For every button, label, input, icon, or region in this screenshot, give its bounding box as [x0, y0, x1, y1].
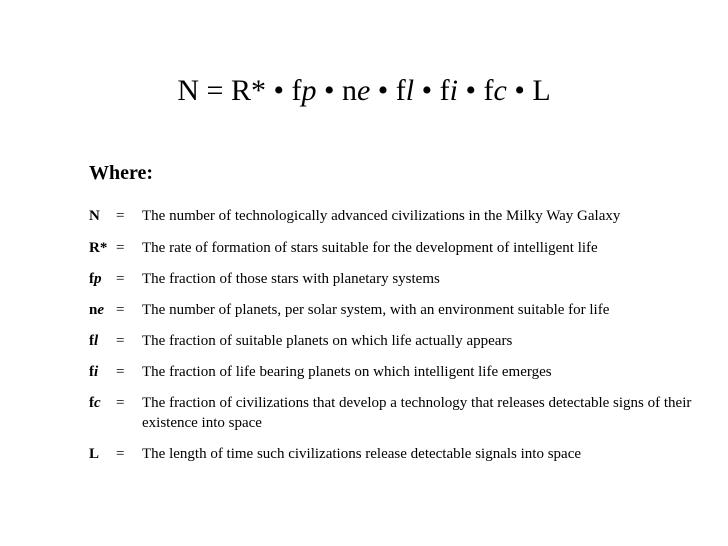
definition-symbol: fl	[89, 333, 99, 349]
equation-part: c	[493, 74, 507, 107]
definition-description: The fraction of civilizations that develop a technology that releases detectable signs of their existence into space	[142, 395, 692, 431]
equation-part: p	[301, 74, 317, 107]
definition-description: The fraction of those stars with planetary systems	[142, 271, 440, 287]
definition-row	[89, 238, 699, 258]
definition-row	[89, 362, 699, 382]
where-heading: Where:	[89, 162, 154, 184]
definition-symbol: R*	[89, 240, 108, 256]
definition-symbol: N	[89, 208, 100, 224]
definition-row	[89, 393, 699, 433]
definition-equals: =	[116, 333, 125, 349]
definition-row	[89, 206, 699, 226]
definition-equals: =	[116, 395, 125, 411]
definition-description: The fraction of life bearing planets on which intelligent life emerges	[142, 364, 552, 380]
equation-part: • L	[506, 74, 551, 107]
definition-row	[89, 444, 699, 464]
definition-row	[89, 331, 699, 351]
definition-symbol: fc	[89, 395, 101, 411]
definition-description: The length of time such civilizations release detectable signals into space	[142, 446, 582, 462]
equation-part: • n	[316, 74, 357, 107]
equation-part: i	[449, 74, 458, 107]
definition-symbol: L	[89, 446, 100, 462]
definition-equals: =	[116, 240, 125, 256]
definition-symbol: ne	[89, 302, 105, 318]
equation-part: • f	[457, 74, 494, 107]
equation-part: e	[356, 74, 371, 107]
definition-symbol: fi	[89, 364, 99, 380]
definition-equals: =	[116, 271, 125, 287]
definition-description: The rate of formation of stars suitable for the development of intelligent life	[142, 240, 598, 256]
equation-part: • f	[370, 74, 406, 107]
equation-part: • f	[414, 74, 450, 107]
equation-part: l	[405, 74, 415, 107]
definition-description: The number of planets, per solar system, with an environment suitable for life	[142, 302, 610, 318]
definition-equals: =	[116, 364, 125, 380]
definition-description: The fraction of suitable planets on which life actually appears	[142, 333, 513, 349]
definition-symbol: fp	[89, 271, 102, 287]
definition-row	[89, 269, 699, 289]
drake-equation	[0, 74, 728, 108]
definition-description: The number of technologically advanced civilizations in the Milky Way Galaxy	[142, 208, 621, 224]
definition-equals: =	[116, 302, 125, 318]
definition-equals: =	[116, 446, 125, 462]
equation-part: N = R* • f	[177, 74, 302, 107]
definition-equals: =	[116, 208, 125, 224]
definition-row	[89, 300, 699, 320]
definitions-list	[89, 206, 699, 464]
